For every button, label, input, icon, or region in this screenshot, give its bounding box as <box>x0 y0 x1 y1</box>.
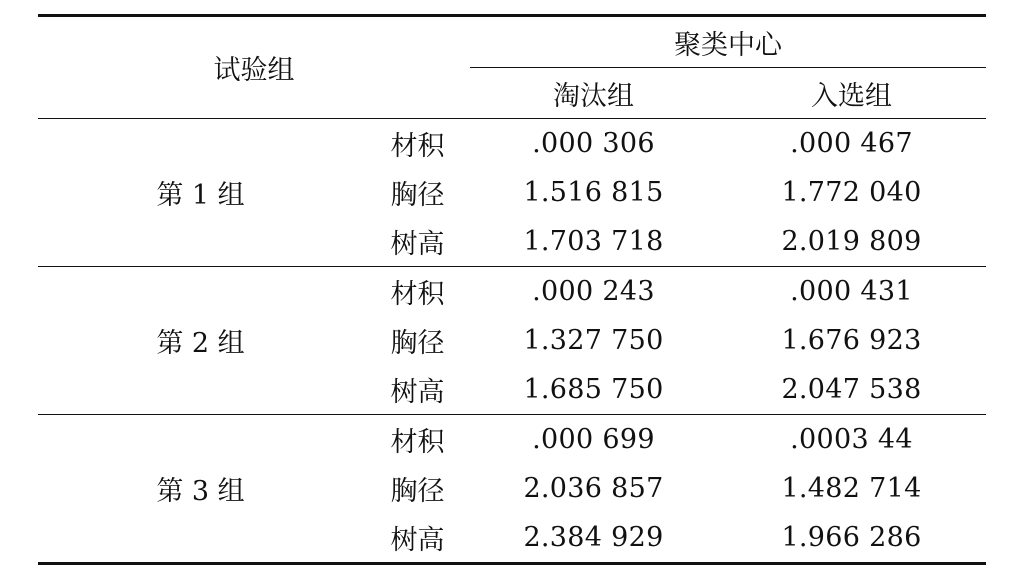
selected-value: 1.482 714 <box>781 473 922 504</box>
eliminated-value: .000 699 <box>532 424 655 455</box>
metric-label: 材积 <box>390 279 445 310</box>
group-label: 第 2 组 <box>38 267 363 415</box>
selected-value: 1.772 040 <box>781 177 922 208</box>
eliminated-value: .000 243 <box>532 276 655 307</box>
metric-label: 材积 <box>390 131 445 162</box>
header-cluster-center: 聚类中心 <box>470 16 986 68</box>
eliminated-value: 1.327 750 <box>523 325 664 356</box>
metric-label: 胸径 <box>390 180 445 211</box>
metric-label: 树高 <box>363 217 470 267</box>
selected-value: .000 431 <box>790 276 913 307</box>
group-label: 第 1 组 <box>38 119 363 267</box>
eliminated-value: 1.703 718 <box>470 217 717 267</box>
selected-value: .0003 44 <box>790 424 913 455</box>
header-selected: 入选组 <box>717 68 986 119</box>
cluster-center-table-wrap <box>38 14 986 565</box>
selected-value: .000 467 <box>790 128 913 159</box>
metric-label: 树高 <box>363 365 470 415</box>
header-test-group: 试验组 <box>38 16 470 119</box>
selected-value: 2.019 809 <box>717 217 986 267</box>
eliminated-value: .000 306 <box>532 128 655 159</box>
selected-value: 1.966 286 <box>717 513 986 564</box>
header-eliminated: 淘汰组 <box>470 68 717 119</box>
metric-label: 胸径 <box>390 328 445 359</box>
group-label: 第 3 组 <box>38 415 363 564</box>
selected-value: 2.047 538 <box>717 365 986 415</box>
table-row <box>38 415 986 465</box>
eliminated-value: 2.036 857 <box>523 473 664 504</box>
cluster-center-table <box>38 14 986 565</box>
table-row <box>38 267 986 317</box>
eliminated-value: 1.685 750 <box>470 365 717 415</box>
header-row-1 <box>38 16 986 68</box>
metric-label: 材积 <box>390 427 445 458</box>
table-row <box>38 119 986 169</box>
metric-label: 胸径 <box>390 476 445 507</box>
selected-value: 1.676 923 <box>781 325 922 356</box>
metric-label: 树高 <box>363 513 470 564</box>
eliminated-value: 2.384 929 <box>470 513 717 564</box>
eliminated-value: 1.516 815 <box>523 177 664 208</box>
